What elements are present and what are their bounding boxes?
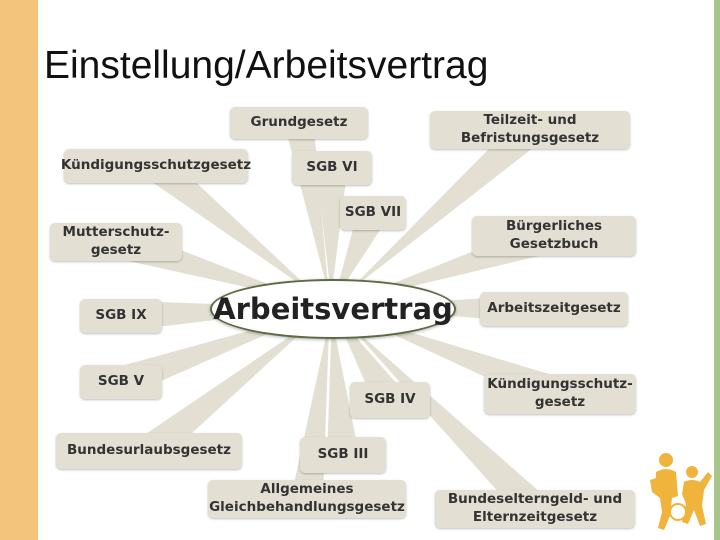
node-sgb-ix [80,299,162,333]
node-teilzeit-befristungsgesetz [430,111,630,149]
node-allgemeines-gleichbehandlungsgesetz [208,480,406,518]
children-logo-icon [648,450,712,534]
node-label: Allgemeines Gleichbehandlungsgesetz [209,481,405,515]
node-bundeselterngeld-elternzeitgesetz [435,490,635,528]
node-label: SGB III [317,446,369,463]
center-node-arbeitsvertrag [210,279,456,339]
node-label: Teilzeit- und Befristungsgesetz [460,112,600,146]
node-label: Bürgerliches Gesetzbuch [505,218,603,252]
node-grundgesetz [230,107,368,139]
connector-wedge [291,321,329,501]
node-label: Mutterschutz- gesetz [62,224,170,258]
node-label: Grundgesetz [250,114,348,131]
node-kuendigungsschutzgesetz-right [484,374,636,414]
node-sgb-iii [300,437,386,473]
node-label: SGB VI [306,159,358,176]
center-label: Arbeitsvertrag [213,292,453,326]
node-bundesurlaubsgesetz [56,433,242,469]
node-label: Bundeselterngeld- und Elternzeitgesetz [447,491,623,525]
node-sgb-iv [350,382,430,418]
node-sgb-vi [292,151,372,185]
node-kuendigungsschutzgesetz-top [60,149,252,183]
node-mutterschutzgesetz [50,223,182,261]
node-label: Kündigungsschutz- gesetz [487,376,633,410]
node-label: SGB V [97,373,145,390]
node-label: Arbeitszeitgesetz [487,300,621,317]
node-sgb-v [80,365,162,399]
node-label: SGB IV [364,391,416,408]
node-arbeitszeitgesetz [480,292,628,326]
node-label: SGB VII [344,204,402,221]
node-buergerliches-gesetzbuch [472,216,636,256]
node-label: Kündigungsschutzgesetz [60,157,252,174]
node-label: Bundesurlaubsgesetz [66,442,231,459]
node-label: SGB IX [95,307,147,324]
node-sgb-vii [340,196,406,230]
slide-title: Einstellung/Arbeitsvertrag [44,44,489,87]
